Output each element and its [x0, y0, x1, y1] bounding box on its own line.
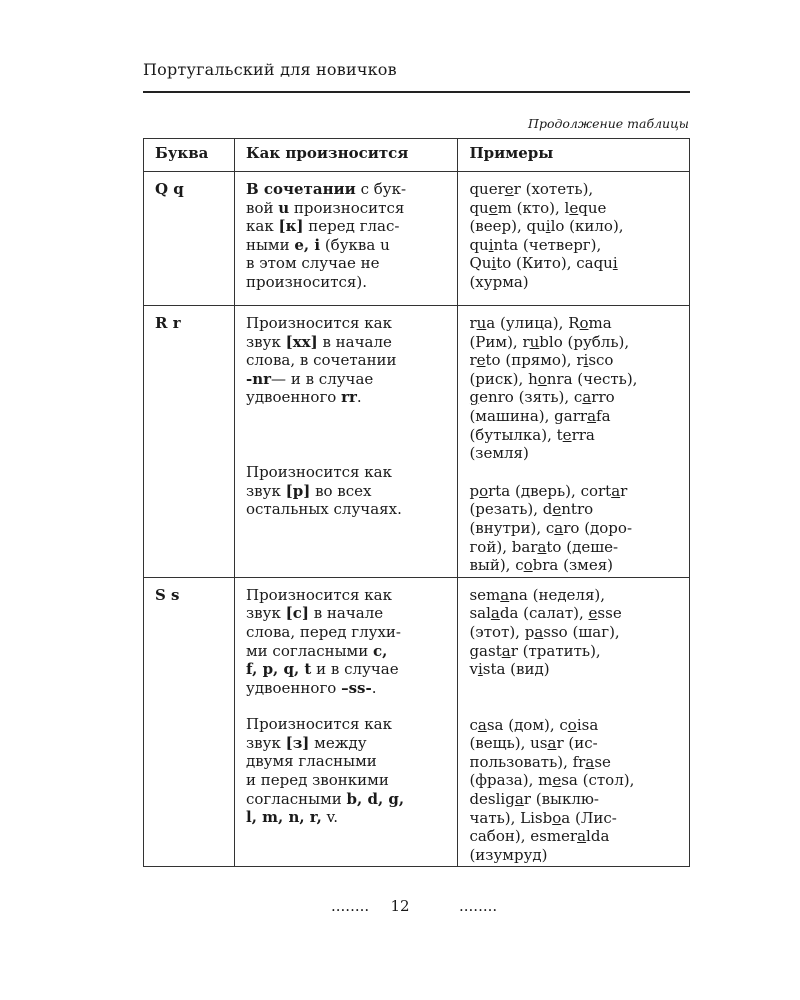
- pronunciation-cell: [235, 577, 458, 867]
- footer-dots-left: ........: [331, 897, 370, 915]
- examples-cell: [458, 306, 690, 578]
- pronunciation-text: В сочетании с бук- вой u произносится как [к] перед глас- ными e, i (буква u в этом случае не произносится).: [246, 180, 407, 291]
- pronunciation-text: Произносится как звук [с] в начале слова, перед глухи- ми согласными c, f, p, q, t и в случае удвоенного –ss-.: [246, 585, 401, 697]
- continuation-label: Продолжение таблицы: [528, 116, 689, 131]
- pronunciation-text: Произносится как звук [хх] в начале слова, в сочетании -nr— и в случае удвоенного rr.: [246, 314, 397, 407]
- examples-cell: [458, 577, 690, 867]
- letter-cell: R r: [144, 306, 235, 578]
- examples-cell: [458, 172, 690, 306]
- examples-text: semana (неделя), salada (салат), esse (этот), passo (шаг), gastar (тратить), vista (вид): [469, 585, 622, 679]
- pronunciation-text: Произносится как звук [з] между двумя гласными и перед звонкими согласными b, d, g, l, m, n, r, v.: [246, 715, 405, 827]
- page-number: 12: [390, 897, 410, 915]
- table-row-r: [144, 306, 690, 578]
- examples-text: porta (дверь), cortar (резать), dentro (внутри), caro (доро- гой), barato (деше- вый), cobra (змея): [469, 481, 633, 575]
- examples-text: casa (дом), coisa (вещь), usar (ис- пользовать), frase (фраза), mesa (стол), desligar (выклю- чать), Lisboa (Лис- сабон), esmeralda (изумруд): [469, 715, 635, 864]
- column-header-pronunciation: Как произносится: [235, 139, 458, 172]
- pronunciation-cell: [235, 306, 458, 578]
- pronunciation-cell: [235, 172, 458, 306]
- examples-text: querer (хотеть), quem (кто), leque (веер), quilo (кило), quinta (четверг), Quito (Кито), caqui (хурма): [469, 180, 624, 291]
- table-row-q: [144, 172, 690, 306]
- column-header-examples: Примеры: [458, 139, 690, 172]
- examples-text: rua (улица), Roma (Рим), rublo (рубль), reto (прямо), risco (риск), honra (честь), genro (зять), carro (машина), garrafa (бутылка), terra (земля): [469, 314, 638, 463]
- running-title: Португальский для новичков: [143, 60, 397, 79]
- footer-dots-right: ........: [459, 897, 498, 915]
- letter-cell: S s: [144, 577, 235, 867]
- pronunciation-table: [143, 138, 690, 867]
- table-header-row: [144, 139, 690, 172]
- header-rule: [143, 91, 690, 93]
- table-row-s: [144, 577, 690, 867]
- letter-cell: Q q: [144, 172, 235, 306]
- pronunciation-text: Произносится как звук [р] во всех остальных случаях.: [246, 462, 402, 519]
- column-header-letter: Буква: [144, 139, 235, 172]
